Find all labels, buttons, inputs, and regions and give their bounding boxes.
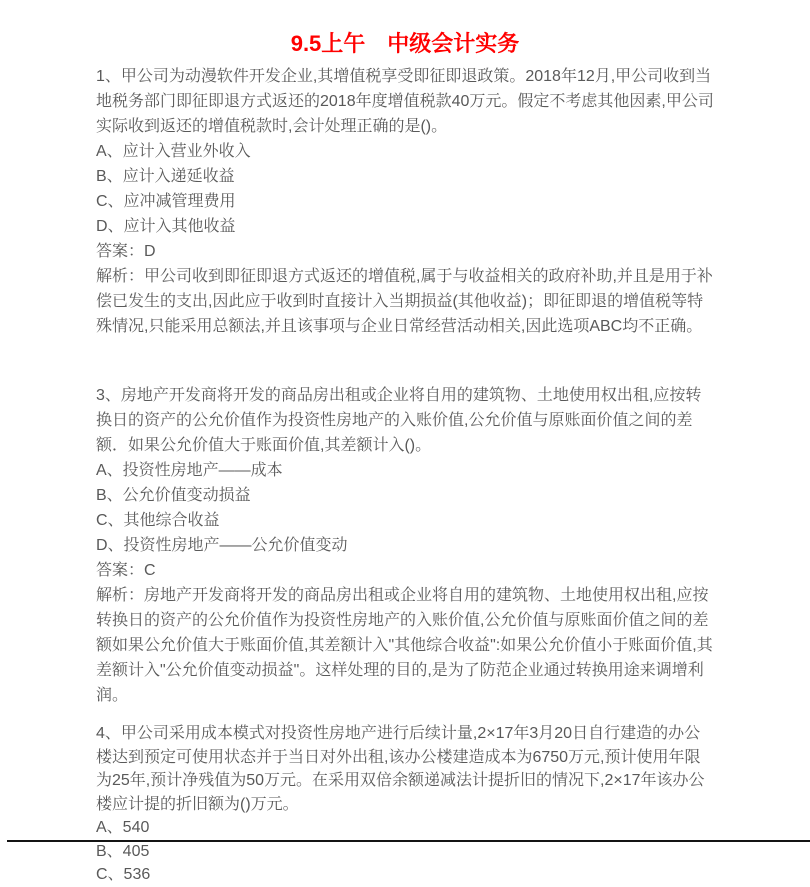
answer-label: 答案： [96,562,145,579]
question-block-4 [96,722,714,887]
analysis-label: 解析： [96,587,145,604]
analysis-text: 甲公司收到即征即退方式返还的增值税,属于与收益相关的政府补助,并且是用于补偿已发生的支出,因此应于收到时直接计入当期损益(其他收益)；即征即退的增值税等特殊情况,只能采用总额法,并且该事项与企业日常经营活动相关,因此选项ABC均不正确。 [96,268,713,335]
answer-label: 答案： [96,243,145,260]
answer-line [96,239,714,264]
option-line-c: C、其他综合收益 [96,512,220,529]
option-line-d: D、应计入其他收益 [96,218,236,235]
answer-line [96,558,714,583]
answer-value: C [144,562,156,579]
option-line-b: B、应计入递延收益 [96,168,235,185]
bottom-border-line [7,840,810,842]
page-title: 9.5上午 中级会计实务 [290,31,520,56]
option-line-c: C、536 [96,866,151,883]
exam-page [96,0,714,887]
option-line-a: A、投资性房地产——成本 [96,462,283,479]
answer-value: D [144,243,156,260]
option-line-b: B、公允价值变动损益 [96,487,251,504]
analysis-line [96,583,714,708]
option-line-a: A、540 [96,819,150,836]
question-stem: 1、甲公司为动漫软件开发企业,其增值税享受即征即退政策。2018年12月,甲公司收到当地税务部门即征即退方式返还的2018年度增值税款40万元。假定不考虑其他因素,甲公司实际收到返还的增值税款时,会计处理正确的是()。 [96,68,714,135]
option-line-c: C、应冲减管理费用 [96,193,236,210]
option-line-d: D、投资性房地产——公允价值变动 [96,537,348,554]
analysis-label: 解析： [96,268,145,285]
question-block-3 [96,383,714,708]
question-stem: 4、甲公司采用成本模式对投资性房地产进行后续计量,2×17年3月20日自行建造的办公楼达到预定可使用状态并于当日对外出租,该办公楼建造成本为6750万元,预计使用年限为25年,预计净残值为50万元。在采用双倍余额递减法计提折旧的情况下,2×17年该办公楼应计提的折旧额为()万元。 [96,725,705,813]
analysis-line [96,264,714,339]
question-block-1 [96,64,714,339]
option-line-a: A、应计入营业外收入 [96,143,251,160]
question-stem: 3、房地产开发商将开发的商品房出租或企业将自用的建筑物、土地使用权出租,应按转换日的资产的公允价值作为投资性房地产的入账价值,公允价值与原账面价值之间的差额．如果公允价值大于账面价值,其差额计入()。 [96,387,702,454]
option-line-b: B、405 [96,842,150,860]
analysis-text: 房地产开发商将开发的商品房出租或企业将自用的建筑物、土地使用权出租,应按转换日的资产的公允价值作为投资性房地产的入账价值,公允价值与原账面价值之间的差额如果公允价值大于账面价值,其差额计入"其他综合收益":如果公允价值小于账面价值,其差额计入"公允价值变动损益"。这样处理的目的,是为了防范企业通过转换用途来调增利润。 [96,587,713,704]
